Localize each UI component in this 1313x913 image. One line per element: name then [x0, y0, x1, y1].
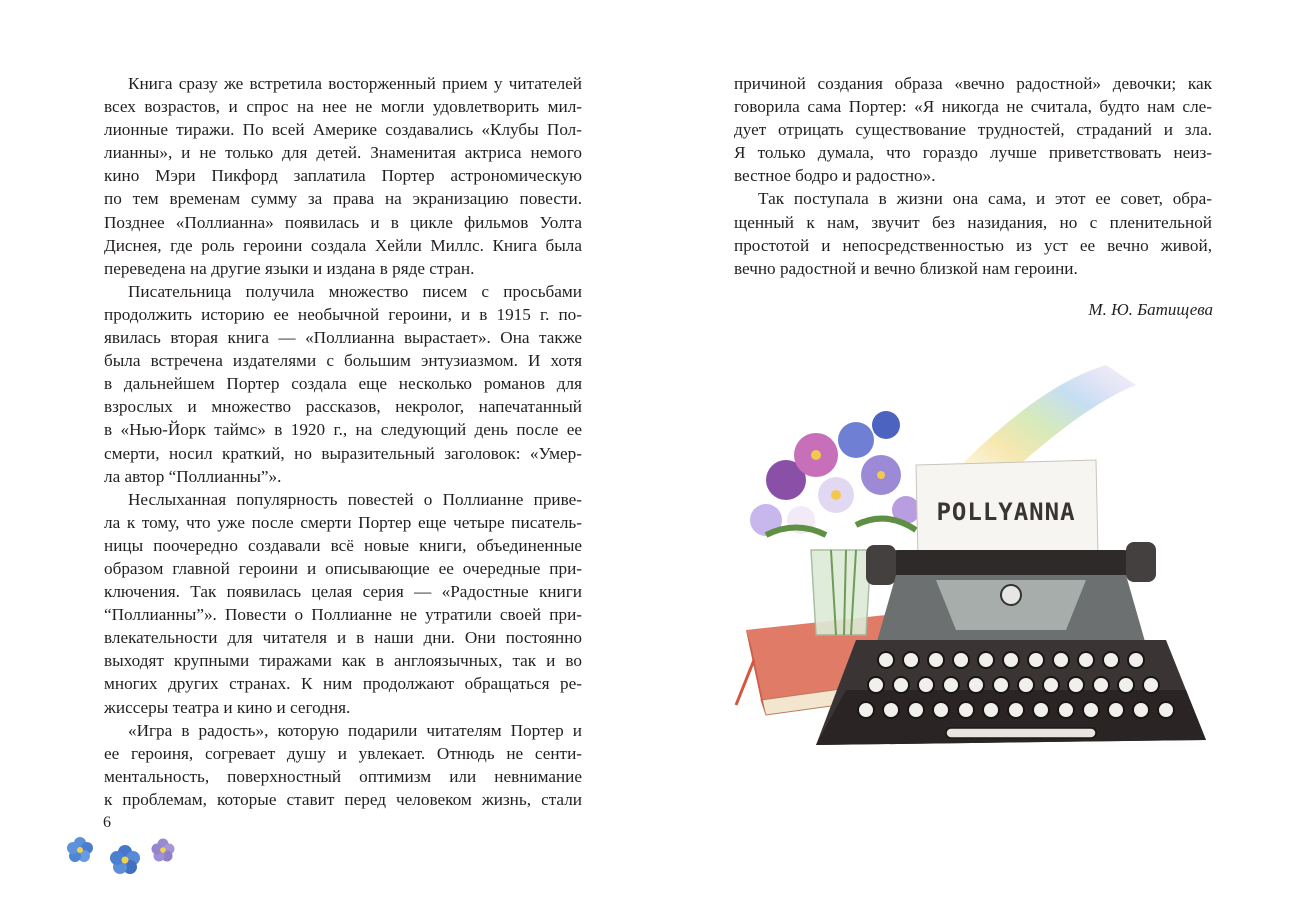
text-line: жиссеры театра и кино и сегодня.: [104, 697, 351, 717]
left-text-column: [104, 72, 582, 811]
paragraph: [104, 488, 582, 719]
text-line: выходят крупными тиражами как в англоязычных, так и во: [104, 651, 582, 671]
typewriter-illustration: [706, 360, 1226, 760]
right-page: [656, 0, 1313, 913]
text-line: “Поллианны”». Повести о Поллианне не утратили своей при-: [104, 605, 582, 625]
text-line: Так поступала в жизни она сама, и этот ее совет, обра-: [758, 189, 1212, 209]
text-line: многих других странах. К ним продолжают обращаться ре-: [104, 674, 582, 694]
text-line: в «Нью-Йорк таймс» в 1920 г., на следующий день после ее: [104, 420, 582, 440]
text-line: щенный к нам, звучит без назидания, но с пленительной: [734, 212, 1212, 232]
text-line: переведена на другие языки и издана в ряде стран.: [104, 258, 475, 278]
text-line: смерти, носил краткий, но выразительный заголовок: «Умер-: [104, 443, 582, 463]
text-line: к проблемам, которые ставит перед человеком жизнь, стали: [104, 789, 582, 809]
text-line: вестное бодро и радостно».: [734, 166, 936, 186]
text-line: ла к тому, что уже после смерти Портер еще четыре писатель-: [104, 512, 582, 532]
text-line: кино Мэри Пикфорд заплатила Портер астрономическую: [104, 166, 582, 186]
text-line: по тем временам сумму за права на экранизацию повести.: [104, 189, 582, 209]
text-line: говорила сама Портер: «Я никогда не считала, будто нам сле-: [734, 97, 1212, 117]
text-line: ментальность, поверхностный оптимизм или невнимание: [104, 766, 582, 786]
text-line: Диснея, где роль героини создала Хейли Миллс. Книга была: [104, 235, 582, 255]
text-line: Позднее «Поллианна» появилась и в цикле фильмов Уолта: [104, 212, 582, 232]
paragraph: [104, 719, 582, 811]
text-line: ла автор “Поллианны”».: [104, 466, 282, 486]
text-line: явилась вторая книга — «Поллианна вырастает». Она также: [104, 328, 582, 348]
paper-text: POLLYANNA: [936, 498, 1076, 526]
text-line: лианны», и не только для детей. Знаменитая актриса немого: [104, 143, 582, 163]
paragraph: [104, 72, 582, 280]
text-line: простотой и непосредственностью из уст ее вечно живой,: [734, 235, 1212, 255]
paragraph: [104, 280, 582, 488]
left-page: [0, 0, 656, 913]
text-line: всех возрастов, и спрос на нее не могли удовлетворить мил-: [104, 97, 582, 117]
text-line: дует отрицать существование трудностей, страданий и зла.: [734, 120, 1212, 140]
text-line: в дальнейшем Портер создала еще несколько романов для: [104, 374, 582, 394]
page-number: 6: [103, 814, 111, 831]
text-line: влекательности для читателя и в наши дни. Они постоянно: [104, 628, 582, 648]
right-text-column: [734, 72, 1212, 280]
text-line: ключения. Так появилась целая серия — «Радостные книги: [104, 582, 582, 602]
text-line: образом главной героини и описывающие ее очередные при-: [104, 558, 582, 578]
text-line: Неслыханная популярность повестей о Поллианне приве-: [128, 489, 582, 509]
text-line: Книга сразу же встретила восторженный прием у читателей: [128, 74, 582, 93]
paragraph: [734, 187, 1212, 279]
author-signature: М. Ю. Батищева: [1088, 300, 1213, 319]
text-line: «Игра в радость», которую подарили читателям Портер и: [128, 720, 582, 740]
text-line: была встречена издателями с большим энтузиазмом. И хотя: [104, 351, 582, 371]
text-line: вечно радостной и вечно близкой нам героини.: [734, 258, 1078, 278]
paragraph: [734, 72, 1212, 187]
text-line: причиной создания образа «вечно радостной» девочки; как: [734, 74, 1212, 93]
text-line: ее героиня, согревает душу и увлекает. Отнюдь не сенти-: [104, 743, 582, 763]
text-line: взрослых и множество рассказов, некролог, напечатанный: [104, 397, 582, 417]
forget-me-not-flowers-icon: [60, 832, 185, 882]
text-line: лионные тиражи. По всей Америке создавались «Клубы Пол-: [104, 120, 582, 140]
text-line: Писательница получила множество писем с просьбами: [128, 281, 582, 301]
text-line: продолжить историю ее необычной героини, и в 1915 г. по-: [104, 304, 582, 324]
text-line: Я только думала, что гораздо лучше приветствовать неиз-: [734, 143, 1212, 163]
text-line: ницы поочередно создавали всё новые книги, объединенные: [104, 535, 582, 555]
